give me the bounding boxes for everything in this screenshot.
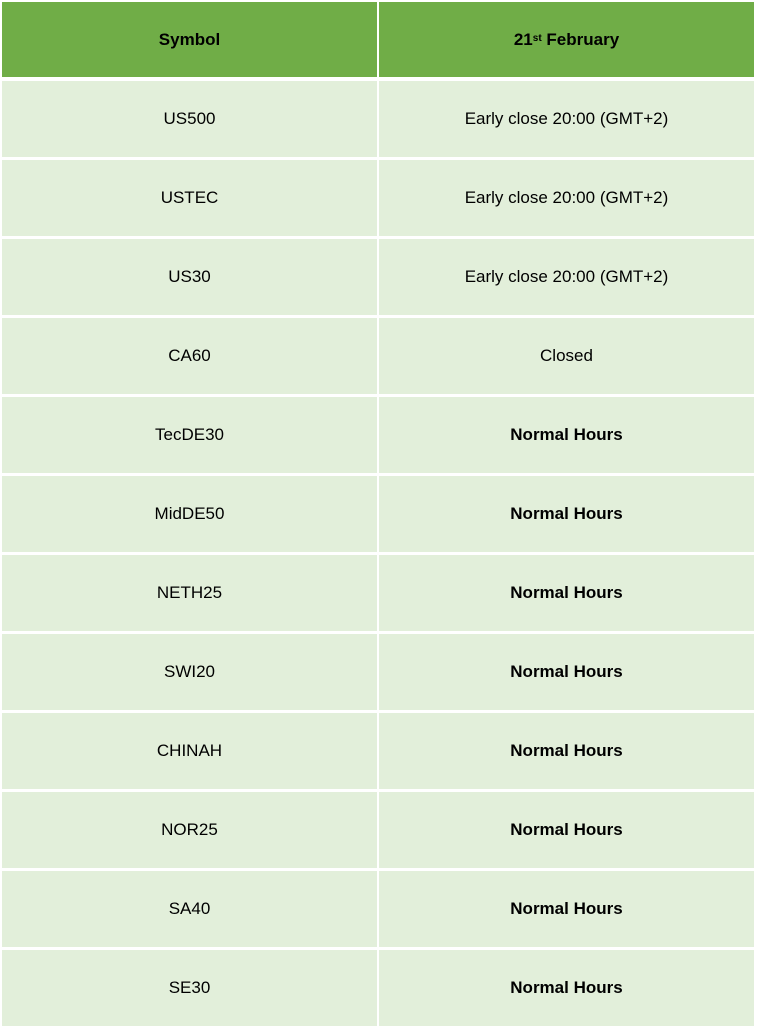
table-row (2, 555, 754, 631)
symbol-cell: NETH25 (2, 555, 377, 631)
table-row (2, 634, 754, 710)
table-row (2, 713, 754, 789)
header-date-month: February (541, 29, 620, 49)
header-symbol (2, 2, 377, 77)
status-cell: Closed (379, 318, 754, 394)
symbol-cell: TecDE30 (2, 397, 377, 473)
symbol-cell: SA40 (2, 871, 377, 947)
table-row (2, 792, 754, 868)
symbol-cell: SE30 (2, 950, 377, 1026)
symbol-cell: CHINAH (2, 713, 377, 789)
table-row (2, 81, 754, 157)
header-symbol-label: Symbol (158, 29, 221, 49)
table-row (2, 476, 754, 552)
status-cell: Normal Hours (379, 713, 754, 789)
table-row (2, 950, 754, 1026)
table-row (2, 239, 754, 315)
header-date-day: 21 (513, 29, 533, 49)
status-cell: Early close 20:00 (GMT+2) (379, 239, 754, 315)
status-cell: Early close 20:00 (GMT+2) (379, 160, 754, 236)
table-row (2, 871, 754, 947)
status-cell: Normal Hours (379, 476, 754, 552)
symbol-cell: USTEC (2, 160, 377, 236)
table-row (2, 318, 754, 394)
status-cell: Early close 20:00 (GMT+2) (379, 81, 754, 157)
status-cell: Normal Hours (379, 871, 754, 947)
symbol-cell: NOR25 (2, 792, 377, 868)
symbol-cell: US30 (2, 239, 377, 315)
status-cell: Normal Hours (379, 792, 754, 868)
symbol-cell: CA60 (2, 318, 377, 394)
symbol-cell: SWI20 (2, 634, 377, 710)
trading-hours-table (2, 2, 754, 1029)
header-date: 21 $^{st}$ February (379, 2, 754, 77)
status-cell: Normal Hours (379, 555, 754, 631)
table-row (2, 397, 754, 473)
table-row (2, 160, 754, 236)
table-header-row (2, 2, 754, 77)
status-cell: Normal Hours (379, 950, 754, 1026)
symbol-cell: MidDE50 (2, 476, 377, 552)
status-cell: Normal Hours (379, 634, 754, 710)
symbol-cell: US500 (2, 81, 377, 157)
status-cell: Normal Hours (379, 397, 754, 473)
